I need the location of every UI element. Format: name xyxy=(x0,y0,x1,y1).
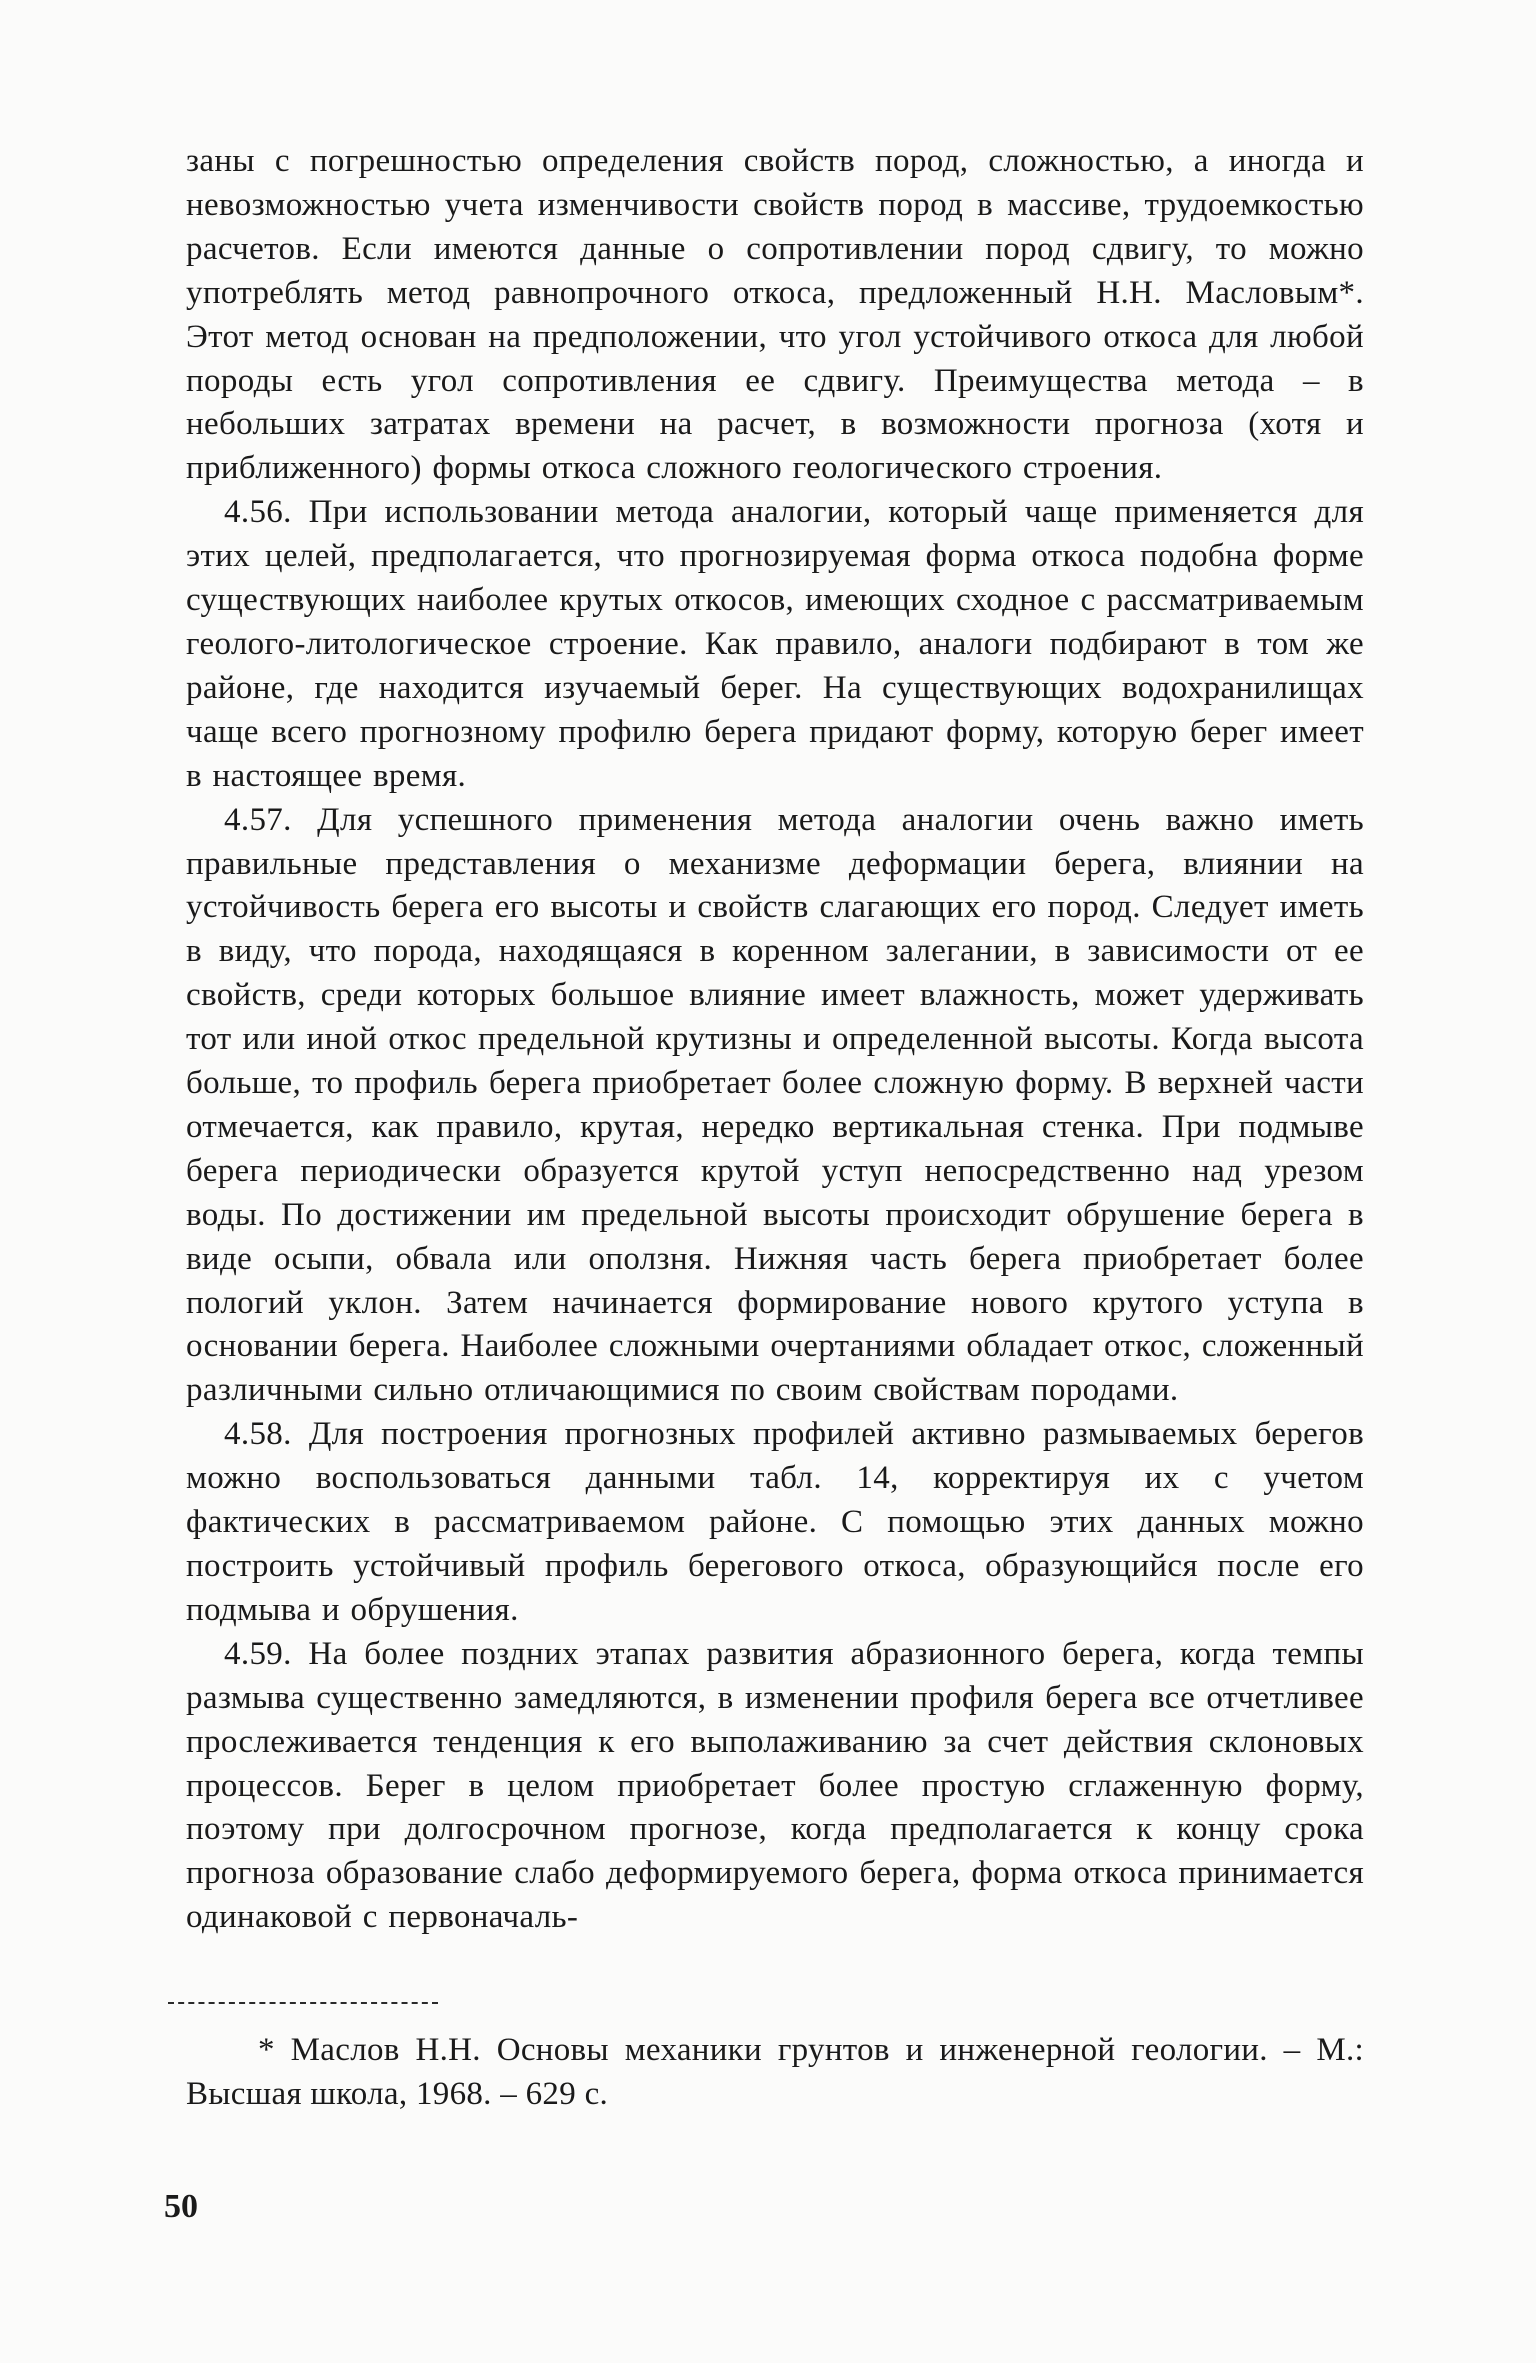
footnote: * Маслов Н.Н. Основы механики грунтов и инженерной геологии. – М.: Высшая школа, 1968. – 629 с. xyxy=(186,2032,1364,2112)
paragraph-continuation: заны с погрешностью определения свойств пород, сложностью, а иногда и невозможностью учета изменчивости свойств пород в массиве, трудоемкостью расчетов. Если имеются данные о сопротивлении пород сдвигу, то можно употреблять метод равнопрочного откоса, предложенный Н.Н. Масловым*. Этот метод основан на предположении, что угол устойчивого откоса для любой породы есть угол сопротивления ее сдвигу. Преимущества метода – в небольших затратах времени на расчет, в возможности прогноза (хотя и приближенного) формы откоса сложного геологического строения. xyxy=(186,143,1364,487)
page-number: 50 xyxy=(164,2188,198,2225)
paragraph-4-56: 4.56. При использовании метода аналогии, который чаще применяется для этих целей, предполагается, что прогнозируемая форма откоса подобна форме существующих наиболее крутых откосов, имеющих сходное с рассматриваемым геолого-литологическое строение. Как правило, аналоги подбирают в том же районе, где находится изучаемый берег. На существующих водохранилищах чаще всего прогнозному профилю берега придают форму, которую берег имеет в настоящее время. xyxy=(186,494,1364,794)
paragraph-4-57: 4.57. Для успешного применения метода аналогии очень важно иметь правильные представления о механизме деформации берега, влиянии на устойчивость берега его высоты и свойств слагающих его пород. Следует иметь в виду, что порода, находящаяся в коренном залегании, в зависимости от ее свойств, среди которых большое влияние имеет влажность, может удерживать тот или иной откос предельной крутизны и определенной высоты. Когда высота больше, то профиль берега приобретает более сложную форму. В верхней части отмечается, как правило, крутая, нередко вертикальная стенка. При подмыве берега периодически образуется крутой уступ непосредственно над урезом воды. По достижении им предельной высоты происходит обрушение берега в виде осыпи, обвала или оползня. Нижняя часть берега приобретает более пологий уклон. Затем начинается формирование нового крутого уступа в основании берега. Наиболее сложными очертаниями обладает откос, сложенный различными сильно отличающимися по своим свойствам породами. xyxy=(186,801,1364,1409)
paragraph-4-59: 4.59. На более поздних этапах развития абразионного берега, когда темпы размыва существенно замедляются, в изменении профиля берега все отчетливее прослеживается тенденция к его выполаживанию за счет действия склоновых процессов. Берег в целом приобретает более простую сглаженную форму, поэтому при долгосрочном прогнозе, когда предполагается к концу срока прогноза образование слабо деформируемого берега, форма откоса принимается одинаковой с первоначаль- xyxy=(186,1635,1364,1936)
paragraph-4-58: 4.58. Для построения прогнозных профилей активно размываемых берегов можно воспользоваться данными табл. 14, корректируя их с учетом фактических в рассматриваемом районе. С помощью этих данных можно построить устойчивый профиль берегового откоса, образующийся после его подмыва и обрушения. xyxy=(186,1416,1364,1628)
text-column xyxy=(186,140,1364,1940)
footnote-separator xyxy=(168,2002,438,2004)
